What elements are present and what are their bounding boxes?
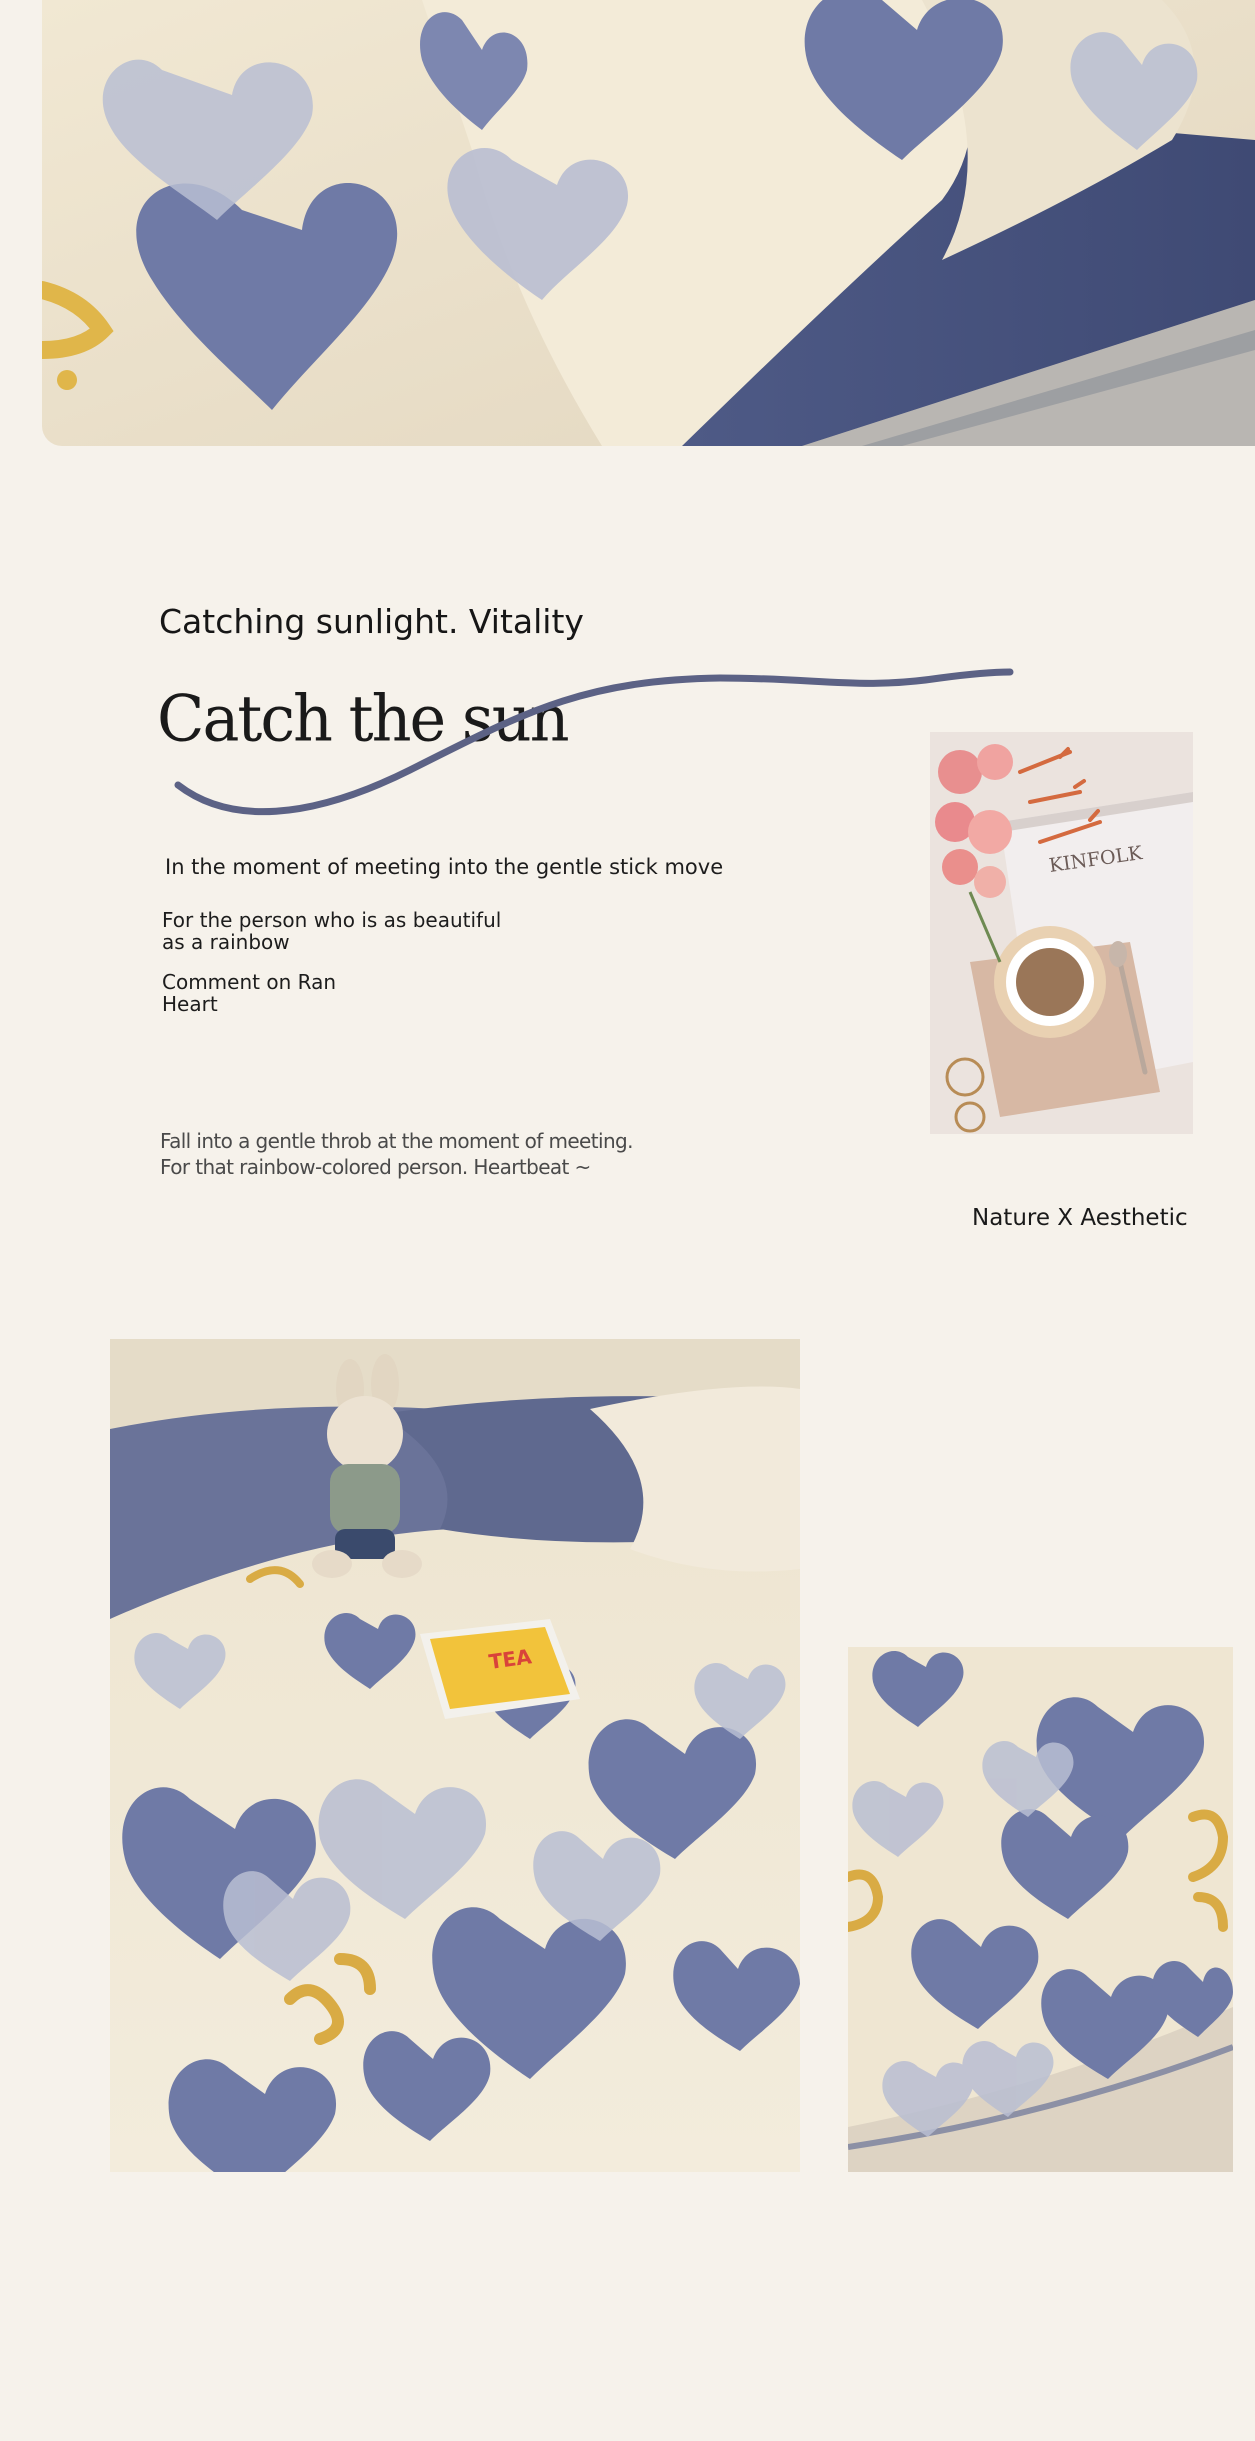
quote-line-2: For that rainbow-colored person. Heartbeat ~ <box>160 1155 591 1179</box>
duvet-detail-graphic <box>848 1647 1233 2172</box>
lead-text: In the moment of meeting into the gentle stick move <box>165 855 724 879</box>
kinfolk-photo-graphic <box>930 732 1193 1134</box>
kinfolk-magazine-label: KINFOLK <box>1047 842 1144 877</box>
hero-photo-graphic <box>42 0 1255 446</box>
quote-line-1: Fall into a gentle throb at the moment of meeting. <box>160 1129 633 1153</box>
hero-photo <box>42 0 1255 446</box>
bedroom-duvet-photo <box>110 1339 800 2172</box>
paragraph-rainbow: For the person who is as beautiful as a rainbow <box>162 908 502 954</box>
tray-label: TEA <box>487 1644 534 1674</box>
nature-aesthetic-caption: Nature X Aesthetic <box>972 1205 1188 1231</box>
kinfolk-photo <box>930 732 1193 1134</box>
section-subtitle: Catching sunlight. Vitality <box>159 602 584 641</box>
script-title: Catch the sun <box>157 681 568 756</box>
duvet-detail-photo <box>848 1647 1233 2172</box>
wave-stroke-decoration <box>160 660 1020 820</box>
paragraph-heart: Comment on Ran Heart <box>162 970 337 1016</box>
bedroom-duvet-graphic <box>110 1339 800 2172</box>
